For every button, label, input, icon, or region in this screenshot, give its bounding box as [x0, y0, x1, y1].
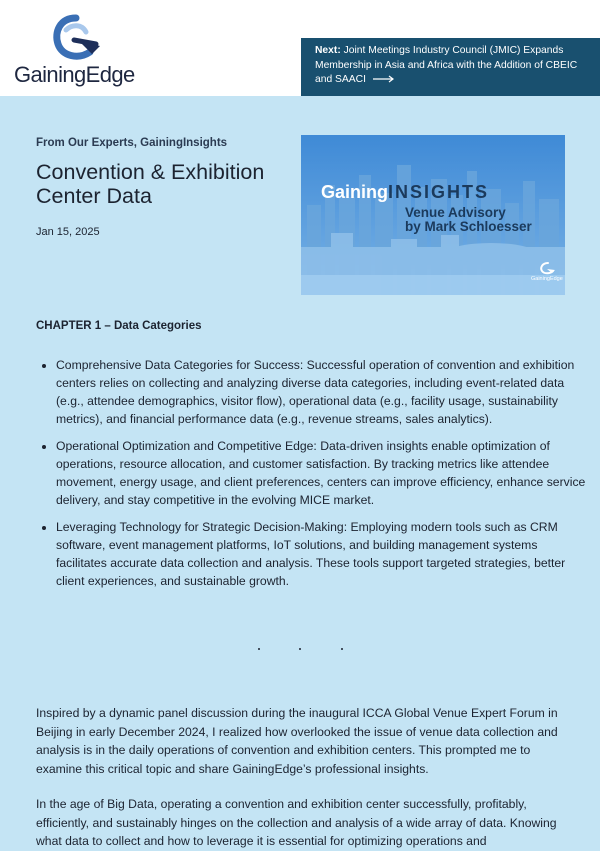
- hero-subtitle: [405, 206, 565, 234]
- body-paragraph: In the age of Big Data, operating a convention and exhibition center successfully, profitably, efficiently, and sustainably hinges on the collection and analysis of a wide array of data. Knowing what data to collect and how to leverage it is essential for optimizing operations and: [36, 797, 557, 848]
- site-logo[interactable]: [12, 10, 142, 86]
- list-item: • Operational Optimization and Competitive Edge: Data-driven insights enable optimization of operations, resource allocation, and customer satisfaction. By tracking metrics like attendee movement, energy usage, and client preferences, centers can improve efficiency, enhance service delivery, and stay competitive in the evolving MICE market.: [56, 437, 586, 509]
- hero-brand-suffix: INSIGHTS: [388, 182, 490, 202]
- next-article-title: Joint Meetings Industry Council (JMIC) Expands Membership in Asia and Africa with the Addition of CBEIC and SAACI: [315, 45, 578, 85]
- article-category[interactable]: From Our Experts, GainingInsights: [36, 137, 228, 149]
- site-header: [0, 0, 600, 96]
- divider-dot: [258, 648, 260, 650]
- body-paragraph: Inspired by a dynamic panel discussion during the inaugural ICCA Global Venue Expert Forum in Beijing in early December 2024, I realized how overlooked the issue of venue data collection and analysis is in the daily operations of convention and exhibition centers. This prompted me to examine this critical topic and share GainingEdge’s professional insights.: [36, 706, 558, 776]
- next-article-link[interactable]: [301, 38, 600, 96]
- logo-swirl-icon: [539, 261, 557, 275]
- hero-corner-logo-text: GainingEdge: [531, 276, 563, 282]
- arrow-right-icon: [373, 75, 395, 83]
- chapter-heading: CHAPTER 1 – Data Categories: [36, 320, 202, 332]
- hero-brand-prefix: Gaining: [321, 182, 388, 202]
- hero-subtitle-line2: by Mark Schloesser: [405, 219, 532, 234]
- hero-subtitle-line1: Venue Advisory: [405, 205, 506, 220]
- divider-dot: [341, 648, 343, 650]
- hero-image: [301, 135, 565, 295]
- publish-date: Jan 15, 2025: [36, 226, 100, 238]
- logo-text: GainingEdge: [14, 62, 135, 87]
- page-title: Convention & Exhibition Center Data: [36, 160, 265, 208]
- list-item: • Leveraging Technology for Strategic Decision-Making: Employing modern tools such as CRM software, event management platforms, IoT solutions, and building management systems facilitates accurate data collection and analysis. These tools support targeted strategies, better client experiences, and sustainable growth.: [56, 518, 586, 590]
- list-item: • Comprehensive Data Categories for Success: Successful operation of convention and exhibition centers relies on collecting and analyzing diverse data categories, including event-related data (e.g., attendee demographics, visitor flow), operational data (e.g., facility usage, sustainability metrics), and financial performance data (e.g., revenue streams, sales analytics).: [56, 356, 586, 428]
- divider-dot: [299, 648, 301, 650]
- hero-brand: [321, 182, 489, 203]
- key-points-list: [36, 356, 586, 599]
- hero-corner-logo: [531, 261, 565, 291]
- section-divider: [0, 648, 600, 658]
- logo-swirl-icon: [48, 10, 108, 66]
- next-label: Next:: [315, 45, 341, 56]
